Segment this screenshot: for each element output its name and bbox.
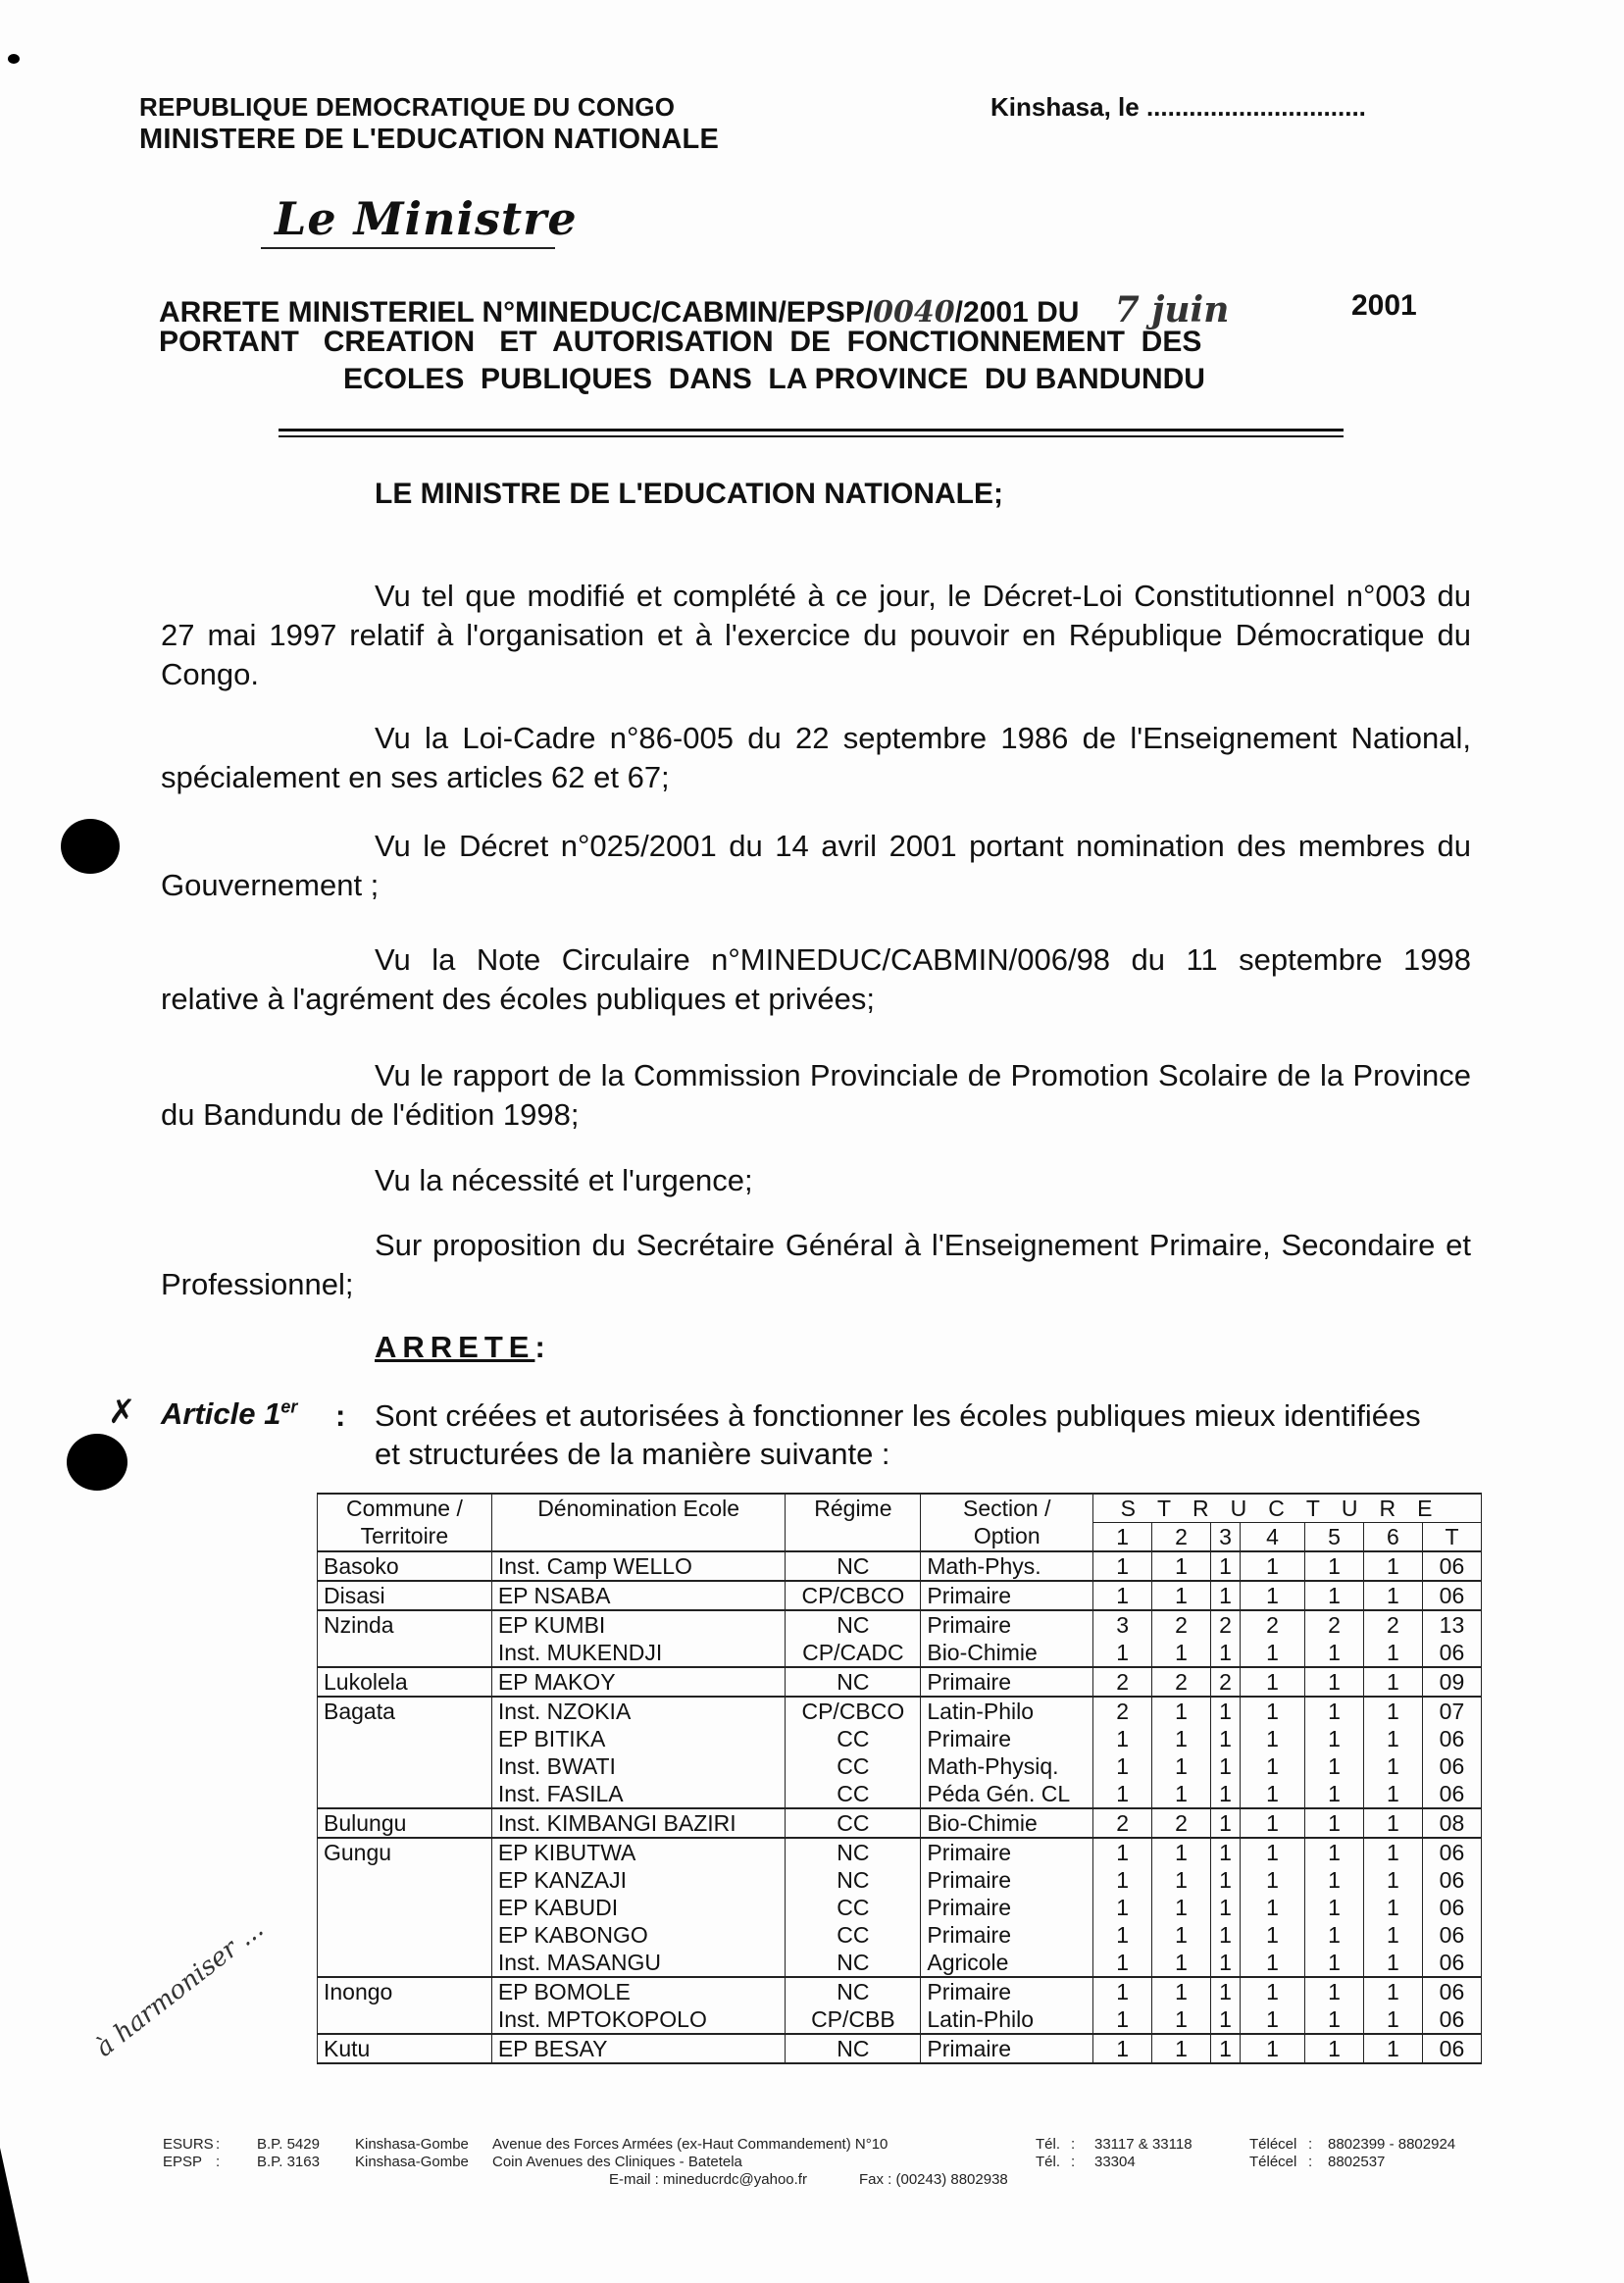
section-cell: Primaire [921, 1921, 1093, 1949]
table-row [318, 1667, 1482, 1697]
structure-cell: 1 [1305, 1725, 1364, 1752]
structure-cell: 1 [1211, 1725, 1241, 1752]
structure-cell: 1 [1305, 1697, 1364, 1725]
section-cell: Primaire [921, 1667, 1093, 1697]
structure-cell: 1 [1363, 1780, 1422, 1808]
structure-col-header: 5 [1305, 1523, 1364, 1552]
footer-sep: : [1308, 2154, 1313, 2170]
structure-cell: 1 [1093, 1551, 1152, 1581]
structure-col-header: T [1422, 1523, 1481, 1552]
structure-cell: 1 [1363, 1808, 1422, 1838]
structure-cell: 1 [1363, 1581, 1422, 1610]
structure-cell: 2 [1211, 1610, 1241, 1639]
table-row [318, 1697, 1482, 1725]
section-cell: Péda Gén. CL [921, 1780, 1093, 1808]
ecole-cell: EP MAKOY [491, 1667, 786, 1697]
structure-cell: 1 [1305, 1808, 1364, 1838]
structure-cell: 1 [1363, 1697, 1422, 1725]
article-colon: : [335, 1398, 346, 1433]
structure-cell: 1 [1363, 1639, 1422, 1667]
arrete-word: ARRETE [375, 1330, 535, 1364]
regime-cell: NC [786, 1667, 921, 1697]
structure-cell: 1 [1152, 1551, 1211, 1581]
structure-cell: 1 [1152, 1581, 1211, 1610]
commune-cell [318, 1752, 492, 1780]
structure-cell: 1 [1093, 1639, 1152, 1667]
structure-cell: 1 [1241, 1780, 1305, 1808]
structure-cell: 1 [1241, 2034, 1305, 2063]
structure-cell: 1 [1211, 1838, 1241, 1866]
structure-cell: 1 [1152, 1639, 1211, 1667]
section-cell: Primaire [921, 1581, 1093, 1610]
regime-cell: NC [786, 1977, 921, 2005]
scan-speck [8, 54, 20, 64]
commune-cell [318, 1921, 492, 1949]
margin-handwritten-note: à harmoniser ... [90, 1913, 270, 2063]
commune-cell: Disasi [318, 1581, 492, 1610]
structure-cell: 1 [1152, 2005, 1211, 2034]
commune-cell: Inongo [318, 1977, 492, 2005]
ecole-cell: Inst. KIMBANGI BAZIRI [491, 1808, 786, 1838]
structure-cell: 2 [1152, 1610, 1211, 1639]
arrete-colon: : [534, 1330, 551, 1364]
regime-cell: CC [786, 1808, 921, 1838]
ecole-cell: EP KABONGO [491, 1921, 786, 1949]
footer-sep: : [216, 2136, 221, 2153]
republic-name: REPUBLIQUE DEMOCRATIQUE DU CONGO [139, 92, 676, 122]
footer-esurs-bp: B.P. 5429 [257, 2136, 320, 2153]
structure-cell: 09 [1422, 1667, 1481, 1697]
footer-epsp-telecel-label: Télécel [1249, 2154, 1297, 2170]
section-cell: Primaire [921, 1866, 1093, 1894]
commune-cell [318, 1725, 492, 1752]
decree-title-line2: PORTANT CREATION ET AUTORISATION DE FONCTIONNEMENT DES [159, 326, 1202, 358]
table-row [318, 1725, 1482, 1752]
structure-cell: 06 [1422, 2034, 1481, 2063]
structure-cell: 1 [1241, 1639, 1305, 1667]
section-cell: Math-Phys. [921, 1551, 1093, 1581]
section-cell: Primaire [921, 1977, 1093, 2005]
article-1-text-line1: Sont créées et autorisées à fonctionner les écoles publiques mieux identifiées [375, 1398, 1421, 1433]
structure-cell: 1 [1305, 1949, 1364, 1977]
structure-cell: 06 [1422, 1921, 1481, 1949]
col-header-commune: Commune / Territoire [318, 1494, 492, 1551]
structure-cell: 1 [1152, 2034, 1211, 2063]
table-row [318, 1808, 1482, 1838]
structure-cell: 2 [1152, 1667, 1211, 1697]
ecole-cell: EP BITIKA [491, 1725, 786, 1752]
structure-cell: 1 [1093, 1949, 1152, 1977]
structure-cell: 1 [1211, 1921, 1241, 1949]
structure-cell: 1 [1211, 1780, 1241, 1808]
table-row [318, 2034, 1482, 2063]
structure-cell: 1 [1211, 1581, 1241, 1610]
ministry-name: MINISTERE DE L'EDUCATION NATIONALE [139, 124, 720, 155]
footer-epsp-tel-label: Tél. [1036, 2154, 1061, 2170]
structure-col-header: 6 [1363, 1523, 1422, 1552]
structure-cell: 1 [1363, 1866, 1422, 1894]
section-cell: Primaire [921, 1838, 1093, 1866]
structure-cell: 1 [1363, 1894, 1422, 1921]
regime-cell: NC [786, 1610, 921, 1639]
structure-cell: 1 [1093, 1866, 1152, 1894]
decree-title-mid: /2001 DU [954, 296, 1080, 329]
structure-cell: 1 [1241, 1667, 1305, 1697]
footer-epsp-city: Kinshasa-Gombe [355, 2154, 469, 2170]
table-row [318, 1581, 1482, 1610]
regime-cell: CP/CBCO [786, 1697, 921, 1725]
structure-cell: 13 [1422, 1610, 1481, 1639]
arrete-heading [375, 1330, 551, 1365]
ecole-cell: EP KABUDI [491, 1894, 786, 1921]
commune-cell: Bagata [318, 1697, 492, 1725]
structure-cell: 1 [1211, 1551, 1241, 1581]
commune-cell [318, 1639, 492, 1667]
footer-sep: : [1308, 2136, 1313, 2153]
structure-cell: 1 [1152, 1780, 1211, 1808]
minister-underline [261, 247, 555, 249]
commune-cell: Kutu [318, 2034, 492, 2063]
article-label-text: Article 1 [161, 1396, 281, 1431]
ecole-cell: Inst. MUKENDJI [491, 1639, 786, 1667]
structure-cell: 2 [1363, 1610, 1422, 1639]
minister-script-title: Le Ministre [275, 192, 578, 245]
regime-cell: CP/CBB [786, 2005, 921, 2034]
commune-cell [318, 2005, 492, 2034]
section-cell: Agricole [921, 1949, 1093, 1977]
article-1-text-line2: et structurées de la manière suivante : [375, 1437, 890, 1471]
ecole-cell: Inst. BWATI [491, 1752, 786, 1780]
structure-cell: 1 [1305, 1752, 1364, 1780]
footer-esurs-city: Kinshasa-Gombe [355, 2136, 469, 2153]
ecole-cell: EP KANZAJI [491, 1866, 786, 1894]
regime-cell: NC [786, 1838, 921, 1866]
minister-heading: LE MINISTRE DE L'EDUCATION NATIONALE; [375, 478, 1004, 510]
structure-cell: 1 [1363, 2034, 1422, 2063]
structure-cell: 3 [1093, 1610, 1152, 1639]
structure-cell: 06 [1422, 1949, 1481, 1977]
structure-col-header: 2 [1152, 1523, 1211, 1552]
structure-cell: 1 [1305, 1780, 1364, 1808]
structure-cell: 1 [1363, 1551, 1422, 1581]
ecole-cell: Inst. Camp WELLO [491, 1551, 786, 1581]
structure-cell: 1 [1152, 1752, 1211, 1780]
structure-cell: 1 [1152, 1894, 1211, 1921]
structure-cell: 1 [1211, 1697, 1241, 1725]
structure-cell: 1 [1093, 1725, 1152, 1752]
structure-cell: 1 [1241, 1752, 1305, 1780]
structure-cell: 1 [1241, 2005, 1305, 2034]
table-row [318, 1551, 1482, 1581]
footer-esurs-label: ESURS [163, 2136, 214, 2153]
footer-epsp [163, 2154, 1477, 2173]
table-row [318, 1949, 1482, 1977]
structure-cell: 1 [1211, 1949, 1241, 1977]
structure-cell: 1 [1152, 1949, 1211, 1977]
structure-cell: 1 [1363, 1667, 1422, 1697]
table-row [318, 1866, 1482, 1894]
structure-cell: 1 [1093, 1780, 1152, 1808]
structure-cell: 06 [1422, 1551, 1481, 1581]
ecole-cell: EP BOMOLE [491, 1977, 786, 2005]
col-header-regime: Régime [786, 1494, 921, 1551]
structure-cell: 1 [1093, 2005, 1152, 2034]
footer-fax: Fax : (00243) 8802938 [859, 2171, 1008, 2188]
structure-cell: 06 [1422, 1780, 1481, 1808]
structure-cell: 1 [1152, 1977, 1211, 2005]
structure-cell: 1 [1093, 1921, 1152, 1949]
section-cell: Primaire [921, 1610, 1093, 1639]
structure-cell: 1 [1211, 1752, 1241, 1780]
consideration-3: Vu le Décret n°025/2001 du 14 avril 2001 portant nomination des membres du Gouvernement ; [161, 829, 1471, 902]
structure-cell: 1 [1211, 2034, 1241, 2063]
regime-cell: NC [786, 2034, 921, 2063]
consideration-2: Vu la Loi-Cadre n°86-005 du 22 septembre 1986 de l'Enseignement National, spécialement en ses articles 62 et 67; [161, 721, 1471, 794]
table-row [318, 1894, 1482, 1921]
table-row [318, 2005, 1482, 2034]
structure-cell: 1 [1093, 1752, 1152, 1780]
section-cell: Math-Physiq. [921, 1752, 1093, 1780]
structure-cell: 1 [1093, 1838, 1152, 1866]
commune-cell: Gungu [318, 1838, 492, 1866]
footer-esurs-tel-label: Tél. [1036, 2136, 1061, 2153]
footer-esurs-telecel: 8802399 - 8802924 [1328, 2136, 1456, 2153]
structure-cell: 1 [1241, 1725, 1305, 1752]
ecole-cell: Inst. MASANGU [491, 1949, 786, 1977]
structure-cell: 1 [1363, 1921, 1422, 1949]
section-cell: Primaire [921, 1725, 1093, 1752]
structure-cell: 2 [1093, 1667, 1152, 1697]
decree-year: 2001 [1351, 289, 1417, 322]
structure-cell: 1 [1305, 1977, 1364, 2005]
regime-cell: CC [786, 1894, 921, 1921]
structure-cell: 1 [1363, 1949, 1422, 1977]
regime-cell: NC [786, 1949, 921, 1977]
table-row [318, 1977, 1482, 2005]
structure-cell: 1 [1241, 1894, 1305, 1921]
footer-epsp-addr: Coin Avenues des Cliniques - Batetela [492, 2154, 742, 2170]
commune-cell: Basoko [318, 1551, 492, 1581]
structure-cell: 2 [1152, 1808, 1211, 1838]
place-date: Kinshasa, le ............................... [990, 92, 1366, 122]
regime-cell: CC [786, 1725, 921, 1752]
ecole-cell: EP KUMBI [491, 1610, 786, 1639]
commune-cell [318, 1894, 492, 1921]
structure-cell: 1 [1241, 1808, 1305, 1838]
structure-cell: 06 [1422, 1838, 1481, 1866]
footer-sep: : [1071, 2154, 1076, 2170]
article-label-sup: er [280, 1396, 298, 1417]
section-cell: Latin-Philo [921, 1697, 1093, 1725]
structure-cell: 1 [1152, 1921, 1211, 1949]
structure-cell: 1 [1211, 1866, 1241, 1894]
structure-cell: 1 [1093, 1581, 1152, 1610]
section-cell: Primaire [921, 2034, 1093, 2063]
structure-cell: 06 [1422, 1977, 1481, 2005]
structure-cell: 2 [1305, 1610, 1364, 1639]
structure-cell: 1 [1305, 2034, 1364, 2063]
punch-hole-mark [67, 1434, 127, 1491]
table-row [318, 1752, 1482, 1780]
structure-cell: 1 [1093, 1894, 1152, 1921]
structure-cell: 08 [1422, 1808, 1481, 1838]
structure-cell: 1 [1093, 2034, 1152, 2063]
ecole-cell: EP KIBUTWA [491, 1838, 786, 1866]
section-cell: Bio-Chimie [921, 1808, 1093, 1838]
schools-table [317, 1493, 1482, 2064]
schools-table-body [318, 1551, 1482, 2063]
structure-cell: 06 [1422, 1639, 1481, 1667]
structure-col-header: 4 [1241, 1523, 1305, 1552]
commune-cell: Lukolela [318, 1667, 492, 1697]
structure-col-header: 1 [1093, 1523, 1152, 1552]
ecole-cell: Inst. NZOKIA [491, 1697, 786, 1725]
consideration-7: Sur proposition du Secrétaire Général à l'Enseignement Primaire, Secondaire et Professionnel; [161, 1228, 1471, 1301]
consideration-6: Vu la nécessité et l'urgence; [375, 1163, 753, 1197]
commune-cell [318, 1780, 492, 1808]
structure-cell: 1 [1305, 1921, 1364, 1949]
structure-cell: 1 [1363, 1977, 1422, 2005]
commune-cell [318, 1949, 492, 1977]
footer-sep: : [216, 2154, 221, 2170]
structure-cell: 2 [1241, 1610, 1305, 1639]
decree-day-handwritten: 7 juin [1114, 289, 1230, 330]
ecole-cell: EP BESAY [491, 2034, 786, 2063]
structure-cell: 1 [1093, 1977, 1152, 2005]
structure-cell: 1 [1211, 2005, 1241, 2034]
structure-cell: 1 [1152, 1866, 1211, 1894]
table-row [318, 1838, 1482, 1866]
regime-cell: CC [786, 1780, 921, 1808]
structure-cell: 06 [1422, 1581, 1481, 1610]
structure-cell: 1 [1241, 1838, 1305, 1866]
structure-cell: 2 [1093, 1697, 1152, 1725]
structure-cell: 06 [1422, 1725, 1481, 1752]
structure-cell: 1 [1241, 1949, 1305, 1977]
structure-cell: 1 [1305, 1667, 1364, 1697]
regime-cell: CP/CADC [786, 1639, 921, 1667]
structure-cell: 1 [1305, 1866, 1364, 1894]
structure-cell: 06 [1422, 2005, 1481, 2034]
ecole-cell: EP NSABA [491, 1581, 786, 1610]
decree-title-prefix: ARRETE MINISTERIEL N°MINEDUC/CABMIN/EPSP/ [159, 296, 874, 329]
structure-col-header: 3 [1211, 1523, 1241, 1552]
punch-hole-mark [61, 819, 120, 874]
structure-cell: 07 [1422, 1697, 1481, 1725]
consideration-5: Vu le rapport de la Commission Provinciale de Promotion Scolaire de la Province du Bandundu de l'édition 1998; [161, 1058, 1471, 1132]
table-row [318, 1921, 1482, 1949]
article-1-mark: ✗ [108, 1394, 136, 1431]
footer-epsp-label: EPSP [163, 2154, 203, 2170]
footer-esurs [163, 2136, 1477, 2156]
table-row [318, 1780, 1482, 1808]
structure-cell: 1 [1241, 1697, 1305, 1725]
structure-cell: 2 [1211, 1667, 1241, 1697]
structure-cell: 1 [1241, 1921, 1305, 1949]
ecole-cell: Inst. MPTOKOPOLO [491, 2005, 786, 2034]
regime-cell: CP/CBCO [786, 1581, 921, 1610]
footer-sep: : [1071, 2136, 1076, 2153]
footer-epsp-telecel: 8802537 [1328, 2154, 1386, 2170]
regime-cell: NC [786, 1551, 921, 1581]
ecole-cell: Inst. FASILA [491, 1780, 786, 1808]
footer-esurs-tel: 33117 & 33118 [1094, 2136, 1193, 2153]
section-cell: Bio-Chimie [921, 1639, 1093, 1667]
regime-cell: CC [786, 1752, 921, 1780]
decree-title-line3: ECOLES PUBLIQUES DANS LA PROVINCE DU BANDUNDU [343, 363, 1205, 395]
structure-cell: 1 [1305, 1639, 1364, 1667]
footer-epsp-bp: B.P. 3163 [257, 2154, 320, 2170]
commune-cell: Bulungu [318, 1808, 492, 1838]
footer-esurs-addr: Avenue des Forces Armées (ex-Haut Commandement) N°10 [492, 2136, 888, 2153]
structure-cell: 1 [1152, 1697, 1211, 1725]
table-row [318, 1610, 1482, 1639]
footer-email[interactable]: E-mail : mineducrdc@yahoo.fr [609, 2171, 807, 2188]
structure-cell: 1 [1363, 2005, 1422, 2034]
structure-cell: 1 [1211, 1808, 1241, 1838]
structure-cell: 1 [1363, 1725, 1422, 1752]
structure-cell: 1 [1305, 1894, 1364, 1921]
structure-cell: 1 [1305, 1838, 1364, 1866]
structure-cell: 1 [1152, 1725, 1211, 1752]
structure-cell: 06 [1422, 1866, 1481, 1894]
structure-cell: 06 [1422, 1752, 1481, 1780]
col-header-structure: STRUCTURE [1093, 1494, 1482, 1523]
structure-cell: 1 [1211, 1894, 1241, 1921]
footer-esurs-telecel-label: Télécel [1249, 2136, 1297, 2153]
structure-cell: 1 [1363, 1752, 1422, 1780]
structure-cell: 2 [1093, 1808, 1152, 1838]
article-1-label [161, 1396, 297, 1432]
decree-title-line1 [159, 289, 1434, 330]
structure-cell: 1 [1241, 1551, 1305, 1581]
footer-contact [163, 2171, 1477, 2191]
section-cell: Latin-Philo [921, 2005, 1093, 2034]
decree-number-handwritten: 0040 [873, 295, 955, 330]
consideration-4: Vu la Note Circulaire n°MINEDUC/CABMIN/006/98 du 11 septembre 1998 relative à l'agrément des écoles publiques et privées; [161, 942, 1471, 1016]
structure-cell: 1 [1305, 2005, 1364, 2034]
structure-cell: 1 [1241, 1977, 1305, 2005]
structure-cell: 1 [1241, 1866, 1305, 1894]
regime-cell: CC [786, 1921, 921, 1949]
structure-cell: 06 [1422, 1894, 1481, 1921]
title-double-rule [279, 429, 1344, 437]
col-header-ecole: Dénomination Ecole [491, 1494, 786, 1551]
section-cell: Primaire [921, 1894, 1093, 1921]
structure-cell: 1 [1211, 1977, 1241, 2005]
footer-epsp-tel: 33304 [1094, 2154, 1136, 2170]
structure-cell: 1 [1305, 1551, 1364, 1581]
commune-cell [318, 1866, 492, 1894]
structure-cell: 1 [1152, 1838, 1211, 1866]
structure-cell: 1 [1211, 1639, 1241, 1667]
structure-cell: 1 [1241, 1581, 1305, 1610]
table-row [318, 1639, 1482, 1667]
commune-cell: Nzinda [318, 1610, 492, 1639]
structure-cell: 1 [1363, 1838, 1422, 1866]
scan-edge-shadow [0, 2148, 29, 2283]
col-header-section: Section / Option [921, 1494, 1093, 1551]
regime-cell: NC [786, 1866, 921, 1894]
consideration-1: Vu tel que modifié et complété à ce jour, le Décret-Loi Constitutionnel n°003 du 27 mai 1997 relatif à l'organisation et à l'exercice du pouvoir en République Démocratique du Congo. [161, 579, 1471, 691]
structure-cell: 1 [1305, 1581, 1364, 1610]
